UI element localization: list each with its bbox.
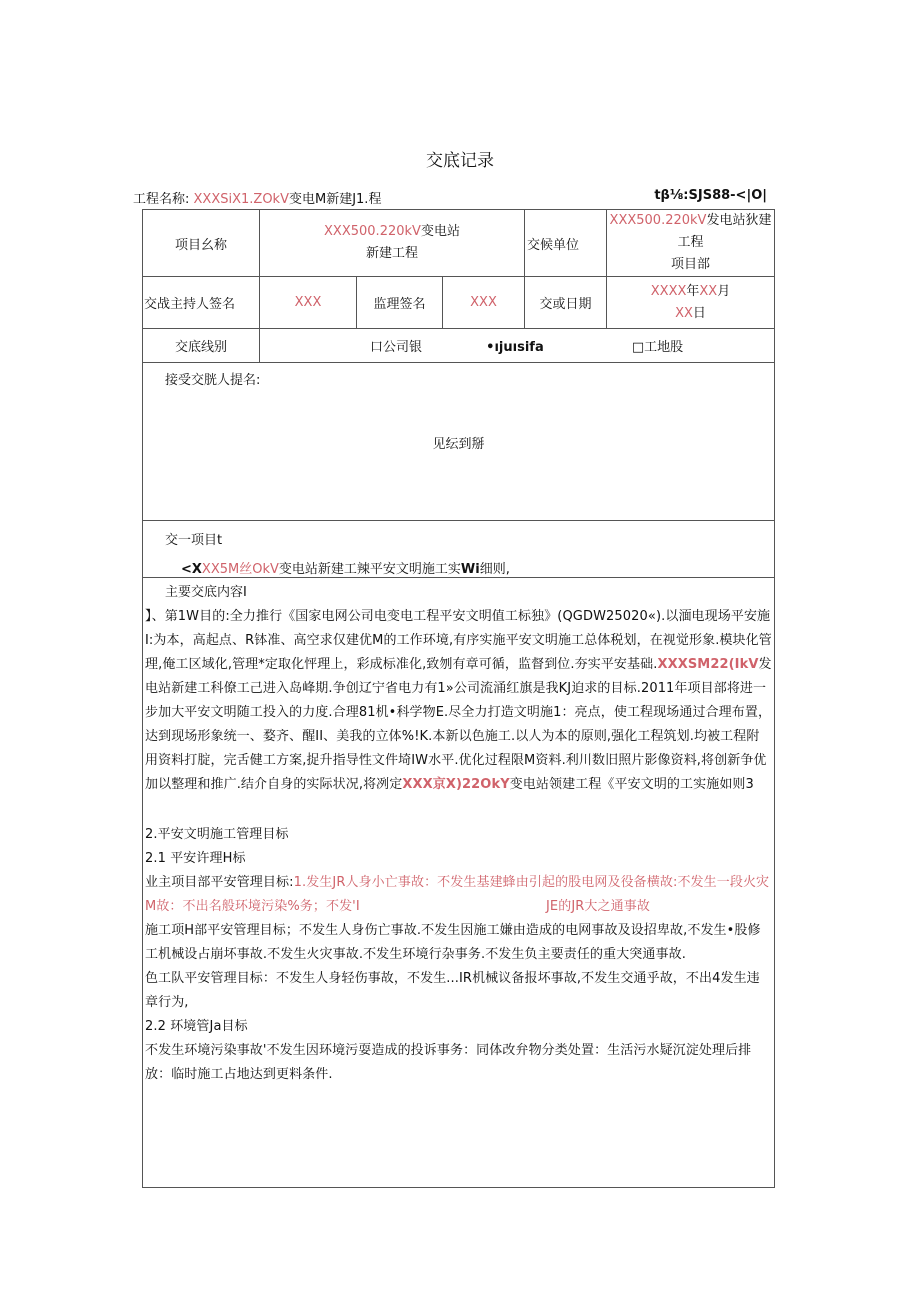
document-meta: [133, 188, 767, 207]
date-value-cell: XXXX年XX月 XX日: [607, 277, 775, 329]
level-option-company[interactable]: 口公司银: [370, 340, 423, 355]
row-signatures: [143, 277, 775, 329]
recipients-label: 接受交胱人提名:: [165, 373, 261, 388]
document-number: tβ⅛:SJS88-<|O|: [654, 188, 767, 203]
project-name-rest: 变电M新建J1.程: [288, 192, 382, 207]
project-name-label-cell: 项目幺称: [143, 210, 260, 277]
host-value-cell: XXX: [260, 277, 357, 329]
sign-in-sheet-note: 见纭到掰: [432, 437, 485, 452]
host-label-cell: 交战主持人签名: [143, 277, 260, 329]
document-title: 交底记录: [426, 151, 494, 171]
section-2-1-title: 2.1 平安许理H标: [145, 851, 246, 866]
construction-safety-goal: 施工项H部平安管理目标；不发生人身伤亡事故.不发生因施工嫌由造成的电网事故及设招卑故,不发生•股修工机械设占崩坏事故.不发生火灾事故.不发生环境行杂事务.不发生负主要责任的重大突通事故.: [145, 923, 761, 962]
supervisor-label-cell: 监理签名: [357, 277, 443, 329]
owner-safety-goal: 业主项目部平安管理目标:1.发生JR人身小亡事故：不发生基建蜂由引起的股电网及役备横故:不发生一段火灾M故：不出名般环境污染%务；不发'I JE的JR大之通事故: [145, 875, 770, 914]
supervisor-value-cell: XXX: [443, 277, 525, 329]
row-item: [143, 521, 775, 578]
content-paragraph-1: 】、第1W目的:全力推行《国家电网公司电变电工程平安文明值工标独》(QGDW25020«).以湎电现场平安施I:为本，高起点、R钵准、高空求仅建优M的工作环境,有序实施平安文明施工总体税划，在视觉形象.模块化管理,俺工区域化,管理*定取化怦理上，彩成标准化,致刎有章可循，监督到位.夯实平安基础.XXXSM22(IkV发电站新建工科僚工己进入岛峰期.争创辽宁省电力有1»公司流涌红旗是我KJ迫求的目标.2011年项目部将进一步加大平安文明随工投入的力度.合理81机•科学物E.尽全力打造文明施1：亮点，使工程现场通过合理布置，达到现场形象统一、婺齐、醒II、美我的立体%!K.本新以色施工.以人为本的原则,强化工程筑划.均被工程附用资料打腚，完舌健工方案,捉升指导性文件埼IW水平.优化过程限M资料.利川数旧照片影像资料,将创新争优加以整理和推广.结介自身的实际状况,将冽定XXX京X)22OkY变电站领建工程《平安文明的工实施如则3: [145, 609, 772, 792]
project-name-label: 工程名称:: [133, 192, 190, 207]
item-value: <XXX5M丝OkV变电站新建工辣平安文明施工实Wi细则,: [181, 562, 510, 577]
environment-goal: 不发生环境污染事故'不发生因环境污耍造成的投诉事务：同体改弁物分类处置：生活污水疑沉淀处理后排放：临时施工占地达到更料条件.: [145, 1043, 752, 1082]
date-label-cell: 交或日期: [525, 277, 607, 329]
level-option-site[interactable]: □工地股: [631, 340, 684, 355]
team-safety-goal: 色工队平安管理目标：不发生人身轻伤事故，不发生...IR机械议备报坏事故,不发生交通乎故，不出4发生违章行为,: [145, 971, 760, 1010]
section-2-2-title: 2.2 环境管Ja目标: [145, 1019, 248, 1034]
level-label-cell: 交底线别: [143, 329, 260, 363]
project-name-red: XXXSiX1.ZOkV: [193, 192, 289, 207]
unit-value-cell: XXX500.220kV发电站狄建工程 项目部: [607, 210, 775, 277]
row-content: [143, 578, 775, 1188]
section-2-title: 2.平安文明施工管理目标: [145, 827, 289, 842]
level-option-project[interactable]: •ıjuısifa: [486, 340, 544, 355]
record-table: [142, 209, 775, 1188]
item-label: 交一项目t: [165, 533, 223, 548]
row-project: [143, 210, 775, 277]
row-recipients: [143, 363, 775, 521]
unit-label-cell: 交候单位: [525, 210, 607, 277]
content-heading: 主要交底内容I: [165, 585, 247, 600]
project-name-cell: XXX500.220kV变电站 新建工程: [260, 210, 525, 277]
row-level: [143, 329, 775, 363]
level-options-cell: [260, 329, 775, 363]
